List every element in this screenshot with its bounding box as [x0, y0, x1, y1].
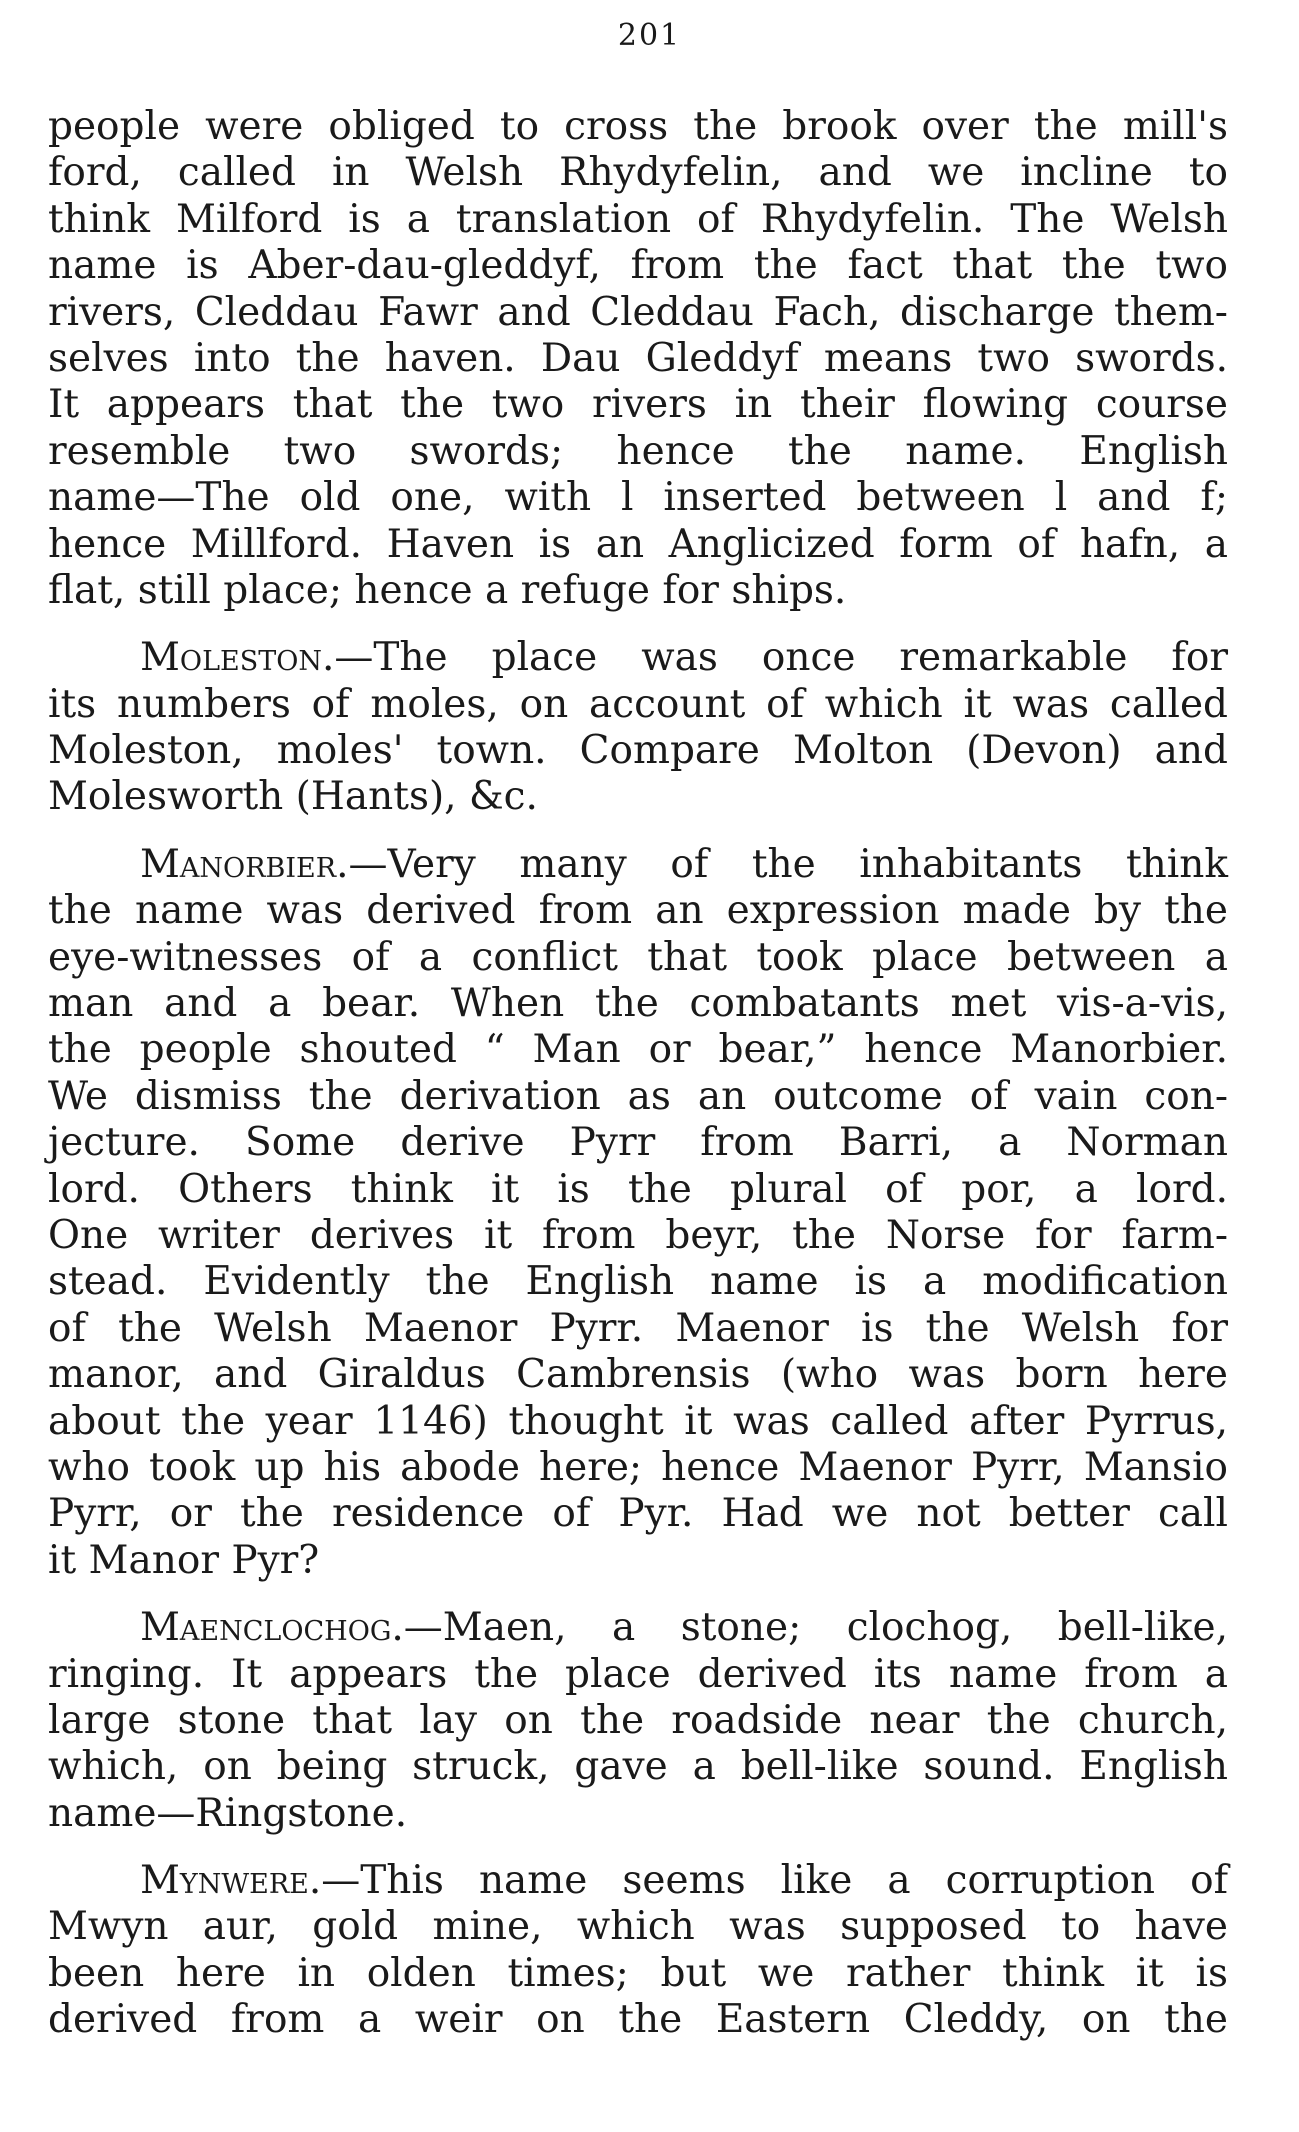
text-line: the name was derived from an expression made by the	[48, 888, 1228, 934]
paragraph-mynwere	[48, 1858, 1228, 2044]
text-line	[48, 1858, 1228, 1904]
text-line: Pyrr, or the residence of Pyr. Had we not better call	[48, 1491, 1228, 1537]
text-line: been here in olden times; but we rather think it is	[48, 1950, 1228, 1996]
text-line: the people shouted “ Man or bear,” hence Manorbier.	[48, 1027, 1228, 1073]
text-line-rest: —This name seems like a corruption of	[321, 1858, 1228, 1904]
text-line: selves into the haven. Dau Gleddyf means two swords.	[48, 335, 1228, 381]
text-line: flat, still place; hence a refuge for ships.	[48, 567, 847, 613]
entry-heading: Maenclochog.	[140, 1605, 404, 1651]
text-line	[48, 842, 1228, 888]
text-line: man and a bear. When the combatants met vis-a-vis,	[48, 981, 1228, 1027]
text-line: hence Millford. Haven is an Anglicized form of hafn, a	[48, 521, 1228, 567]
text-line: about the year 1146) thought it was called after Pyrrus,	[48, 1398, 1228, 1444]
text-line: Moleston, moles' town. Compare Molton (Devon) and	[48, 728, 1228, 774]
text-line: It appears that the two rivers in their flowing course	[48, 382, 1228, 428]
text-line-rest: —The place was once remarkable for	[334, 635, 1228, 681]
page-number: 201	[617, 18, 682, 53]
text-line: Mwyn aur, gold mine, which was supposed to have	[48, 1904, 1228, 1950]
text-line: lord. Others think it is the plural of por, a lord.	[48, 1166, 1228, 1212]
text-line: name—Ringstone.	[48, 1790, 408, 1836]
text-line-rest: —Very many of the inhabitants think	[348, 841, 1228, 887]
text-line: ford, called in Welsh Rhydyfelin, and we incline to	[48, 150, 1228, 196]
text-line: manor, and Giraldus Cambrensis (who was born here	[48, 1352, 1228, 1398]
text-line	[48, 635, 1228, 681]
text-line: it Manor Pyr?	[48, 1537, 320, 1583]
entry-heading: Mynwere.	[140, 1858, 322, 1904]
text-line: large stone that lay on the roadside near the church,	[48, 1697, 1228, 1743]
paragraph-maenclochog	[48, 1605, 1228, 1837]
entry-heading: Manorbier.	[140, 841, 349, 887]
text-line: resemble two swords; hence the name. English	[48, 428, 1228, 474]
text-line: ringing. It appears the place derived its name from a	[48, 1651, 1228, 1697]
text-line: name—The old one, with l inserted between l and f;	[48, 475, 1228, 521]
text-line-rest: —Maen, a stone; clochog, bell-like,	[403, 1605, 1228, 1651]
body-text	[48, 104, 1228, 2044]
text-line: stead. Evidently the English name is a modification	[48, 1259, 1228, 1305]
text-line: of the Welsh Maenor Pyrr. Maenor is the Welsh for	[48, 1305, 1228, 1351]
text-line: We dismiss the derivation as an outcome of vain con-	[48, 1073, 1228, 1119]
text-line: think Milford is a translation of Rhydyfelin. The Welsh	[48, 196, 1228, 242]
text-line: rivers, Cleddau Fawr and Cleddau Fach, discharge them-	[48, 289, 1228, 335]
text-line: derived from a weir on the Eastern Cleddy, on the	[48, 1997, 1228, 2043]
text-line: Molesworth (Hants), &c.	[48, 774, 538, 820]
text-line: which, on being struck, gave a bell-like sound. English	[48, 1744, 1228, 1790]
text-line: who took up his abode here; hence Maenor Pyrr, Mansio	[48, 1444, 1228, 1490]
paragraph-moleston	[48, 635, 1228, 821]
text-line	[48, 1605, 1228, 1651]
text-line: eye-witnesses of a conflict that took place between a	[48, 934, 1228, 980]
paragraph-milford	[48, 104, 1228, 614]
entry-heading: Moleston.	[140, 635, 335, 681]
text-line: One writer derives it from beyr, the Norse for farm-	[48, 1212, 1228, 1258]
text-line: its numbers of moles, on account of which it was called	[48, 681, 1228, 727]
text-line: name is Aber-dau-gleddyf, from the fact that the two	[48, 243, 1228, 289]
paragraph-manorbier	[48, 842, 1228, 1584]
text-line: people were obliged to cross the brook over the mill's	[48, 104, 1228, 149]
text-line: jecture. Some derive Pyrr from Barri, a Norman	[48, 1120, 1228, 1166]
